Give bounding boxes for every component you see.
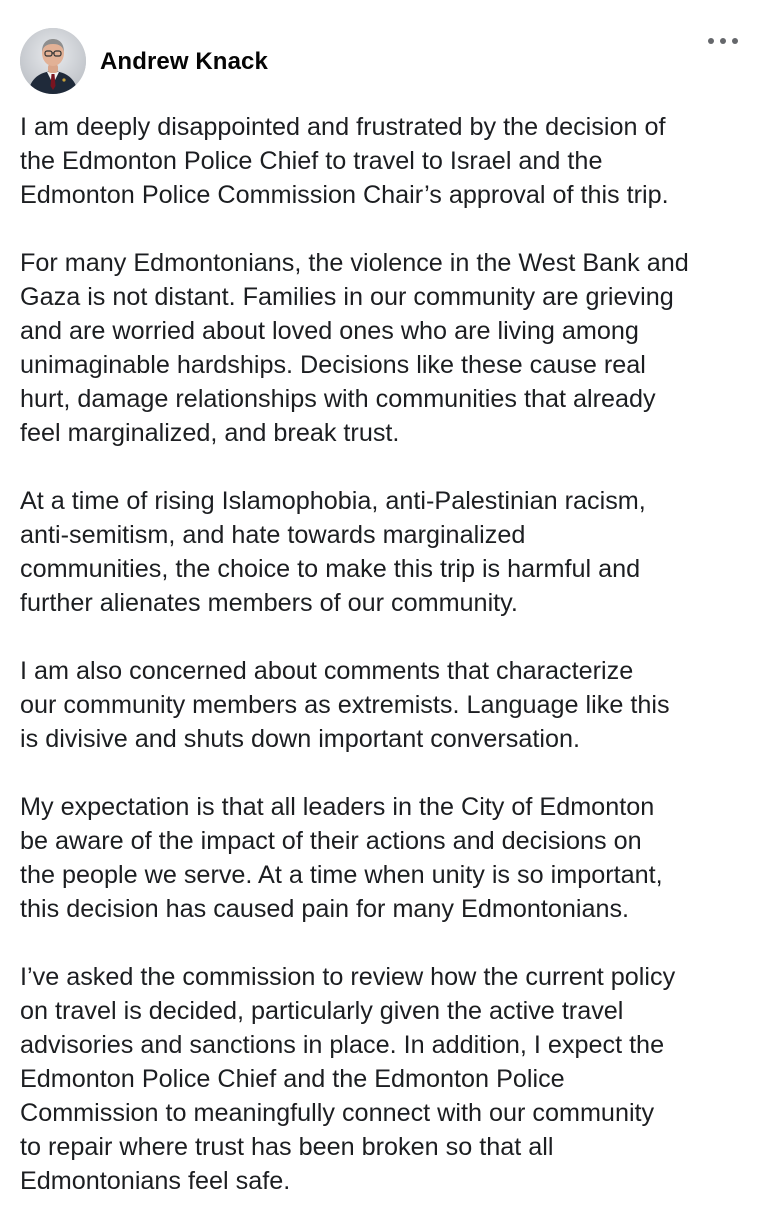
post-paragraph: I’ve asked the commission to review how the current policy on travel is decided, particularly given the active travel advisories and sanctions in place. In addition, I expect the Edmonton Police Chief and the Edmonton Police Commission to meaningfully connect with our community to repair where trust has been broken so that all Edmontonians feel safe. [20,963,676,1195]
avatar[interactable] [20,28,86,94]
post-header [20,28,741,94]
post-paragraph: I am also concerned about comments that characterize our community members as extremists. Language like this is divisive and shuts down important conversation. [20,657,670,753]
post-paragraph: I am deeply disappointed and frustrated by the decision of the Edmonton Police Chief to travel to Israel and the Edmonton Police Commission Chair’s approval of this trip. [20,113,669,209]
post-body [20,110,750,1232]
post-paragraph: For many Edmontonians, the violence in the West Bank and Gaza is not distant. Families in our community are grieving and are worried about loved ones who are living among unimaginable hardships. Decisions like these cause real hurt, damage relationships with communities that already feel marginalized, and break trust. [20,249,689,447]
avatar-image [20,28,86,94]
post-paragraph: My expectation is that all leaders in the City of Edmonton be aware of the impact of their actions and decisions on the people we serve. At a time when unity is so important, this decision has caused pain for many Edmontonians. [20,793,663,923]
post-paragraph: At a time of rising Islamophobia, anti-Palestinian racism, anti-semitism, and hate towards marginalized communities, the choice to make this trip is harmful and further alienates members of our community. [20,487,646,617]
author-name[interactable]: Andrew Knack [100,48,268,75]
more-options-button[interactable] [705,30,741,52]
more-horizontal-icon [705,30,741,52]
